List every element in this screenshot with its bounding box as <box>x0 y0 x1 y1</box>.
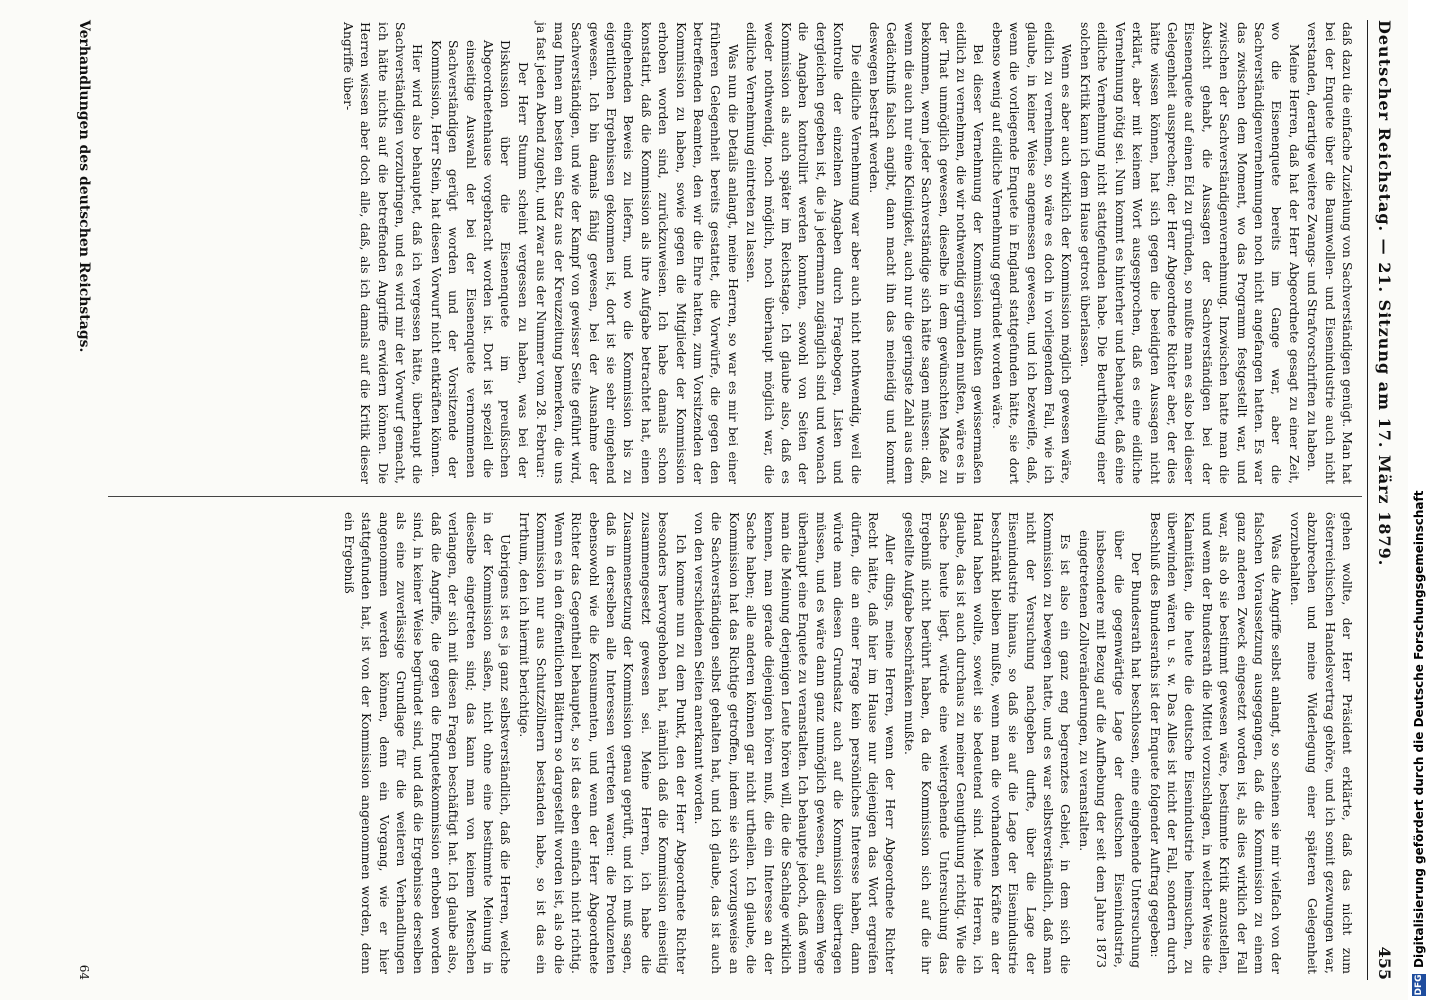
paragraph: Was die Angriffe selbst anlangt, so scheinen sie mir vielfach von der falschen Voraussetzung ausgegangen, daß die Kommission zu einem ganz anderen Zweck eingesetzt worden ist, als dies wirklich der Fall war, als ob sie bestimmt gewesen wäre, bestimmte Kritik anzustellen, und wenn der Bundesrath die Mittel vorzuschlagen, in welcher Weise die Kalamitäten, die heute die deutsche Eisenindustrie heimsuchen, zu überwinden wären u. s. w. Das Alles ist nicht der Fall, sondern durch Beschluß des Bundesraths ist der Enquete folgender Auftrag gegeben: <box>1147 512 1285 974</box>
right-column <box>339 512 1356 974</box>
running-title: Deutscher Reichstag. — 21. Sitzung am 17. März 1879. <box>1375 20 1395 567</box>
paragraph: Aller dings, meine Herren, wenn der Herr Abgeordnete Richter Recht hätte, daß hier im Hause nur diejenigen das Wort ergreifen dürfen, die an einer Frage kein persönliches Interesse haben, dann würde man diesen Grundsatz auch auf die Kommission übertragen müssen, und es wäre dann ganz unmöglich gewesen, auf diesem Wege überhaupt eine Enquete zu veranstalten. Ich behaupte jedoch, daß wenn man die Meinung derjenigen Leute hören will, die die Sachlage wirklich kennen, man gerade diejenigen hören muß, die ein Interesse an der Sache haben; alle anderen können gar nicht urtheilen. Ich glaube, die Kommission hat das Richtige getroffen, indem sie sich vorzugsweise an die Sachverständigen selbst gehalten hat, und ich glaube, das ist auch von den verschiedenen Seiten anerkannt worden. <box>691 512 899 974</box>
header-rule <box>1367 20 1368 980</box>
paragraph: gehen wollte, der Herr Präsident erklärte, daß das nicht zum österreichischen Handelsvertrag gehöre, und ich somit gezwungen war, abzubrechen und meine Widerlegung einer späteren Gelegenheit vorzubehalten. <box>1287 512 1355 974</box>
paragraph: Es ist also ein ganz eng begrenztes Gebiet, in dem sich die Kommission zu bewegen hatte, und es war selbstverständlich, daß man nicht der Versuchung nachgeben durfte, über die Lage der Eisenindustrie hinaus, so daß sie auf die Lage der Eisenindustrie beschränkt bleiben mußte, wenn man die vorhandenen Kräfte an der Hand haben wollte, soweit sie bedeutend sind. Meine Herren, ich glaube, das ist auch durchaus zu meiner Genugthuung richtig. Wie die Sache heute liegt, würde eine weitergehende Untersuchung das Ergebniß nicht berührt haben, da die Kommission sich auf die ihr gestellte Aufgabe beschränken mußte. <box>901 512 1074 974</box>
newspaper-page <box>48 0 1408 1000</box>
left-column <box>338 22 1356 484</box>
signature-number: 64 <box>77 964 91 980</box>
paragraph: daß dazu die einfache Zuziehung von Sachverständigen genügt. Man hat bei der Enquete über die Baumwollen- und Eisenindustrie auch nicht verstanden, derartige weitere Zwangs- und Strafvorschriften zu haben. <box>1305 22 1355 484</box>
paragraph: Was nun die Details anlangt, meine Herren, so war es mir bei einer früheren Gelegenheit bereits gestattet, die Vorwürfe, die gegen den betreffenden Beamten, den wir die Ehre hatten, zum Vorsitzenden der Kommission zu haben, sowie gegen die Mitglieder der Kommission erhoben worden sind, zurückzuweisen. Ich habe damals schon konstatirt, daß die Kommission als ihre Aufgabe betrachtet hat, einen eingehenden Beweis zu liefern, und wo die Kommission bis zu eigentlichen Ergebnissen gekommen ist, dort ist sie sehr eingehend gewesen. Ich bin damals fähig gewesen, bei der Ausnahme der Sachverständigen, und wie der Kampf von gewisser Seite geführt wird, mag Ihnen am besten ein Satz aus der Kreuzzeitung bemerken, die uns ja fast jeden Abend zugeht, und zwar aus der Nummer vom 28. Februar: <box>534 22 741 484</box>
paragraph: Ich komme nun zu dem Punkt, den der Herr Abgeordnete Richter besonders hervorgehoben hat, nämlich daß die Kommission einseitig zusammengesetzt gewesen sei. Meine Herren, ich habe die Zusammensetzung der Kommission genau geprüft, und ich muß sagen, daß in derselben alle Interessen vertreten waren: die Produzenten ebensowohl wie die Konsumenten, und wenn der Herr Abgeordnete Richter das Gegentheil behauptet, so ist das eben einfach nicht richtig. Wenn es in den öffentlichen Blättern so dargestellt worden ist, als ob die Kommission nur aus Schutzzöllnern bestanden habe, so ist das ein Irrthum, den ich hiermit berichtige. <box>516 512 689 974</box>
dfg-logo-icon: DFG <box>1414 974 1424 996</box>
paragraph: Der Herr Stumm scheint vergessen zu haben, was bei der Diskussion über die Eisenenquete im preußischen Abgeordnetenhause vorgebracht worden ist. Dort ist speziell die einseitige Auswahl der bei der Eisenenquete vernommenen Sachverständigen gerügt worden und der Vorsitzende der Kommission, Herr Stein, hat diesen Vorwurf nicht entkräften können. <box>428 40 531 478</box>
paragraph: Hier wird also behauptet, daß ich vergessen hätte, überhaupt die Sachverständigen vorzubringen, und es wird mir der Vorwurf gemacht, ich hätte nichts auf die betreffenden Angriffe erwidern können. Die Herren wissen aber doch alle, daß, als ich damals auf die Kritik dieser Angriffe über- <box>340 22 426 484</box>
page-header <box>1372 20 1398 980</box>
page-footer <box>76 20 92 980</box>
paragraph: Meine Herren, daß hat der Herr Abgeordnete gesagt zu einer Zeit, wo die Eisenenquete bereits im Gange war, aber die Sachverständigenvernehmungen noch nicht angefangen hatten. Es war das zwischen dem Moment, wo das Programm festgestellt war, und zwischen der Sachverständigenvernehmung. Inzwischen hatte man die Absicht gehabt, die Aussagen der Sachverständigen bei der Eisenenquete auf einen Eid zu gründen, so mußte man es also bei dieser Gelegenheit aussprechen; der Herr Abgeordnete Richter aber, der dies hätte wissen können, hat sich gegen die beeidigten Aussagen nicht erklärt, aber mit keinem Wort ausgesprochen, daß es eine eidliche Vernehmung nötig sei. Nun kommt es hinterher und behauptet, daß eine eidliche Vernehmung nicht stattgefunden habe. Die Beurtheilung einer solchen Kritik kann ich dem Hause getrost überlassen. <box>1077 22 1302 484</box>
paragraph: Wenn es aber auch wirklich der Kommission möglich gewesen wäre, eidlich zu vernehmen, so wäre es doch in vorliegendem Fall, wie ich glaube, in keiner Weise angemessen gewesen, und ich bezweifle, daß, wenn die vorliegende Enquete in England stattgefunden hätte, sie dort ebenso wenig auf eidliche Vernehmung gegründet worden wäre. <box>989 22 1075 484</box>
attribution-band <box>1408 0 1432 1000</box>
footer-publication: Verhandlungen des deutschen Reichstags. <box>76 20 92 353</box>
attribution-text-group <box>1412 491 1426 996</box>
page-number: 455 <box>1375 946 1395 980</box>
attribution-text: Digitalisierung gefördert durch die Deutsche Forschungsgemeinschaft <box>1412 490 1426 968</box>
paragraph: Uebrigens ist es ja ganz selbstverständlich, daß die Herren, welche in der Kommission saßen, nicht ohne eine bestimmte Meinung in dieselbe eingetreten sind; das kann man von keinem Menschen verlangen, der sich mit diesen Fragen beschäftigt hat. Ich glaube also, daß die Angriffe, die gegen die Enquetekommission erhoben worden sind, in keiner Weise begründet sind, und daß die Ergebnisse derselben als eine zuverlässige Grundlage für die weiteren Verhandlungen angenommen werden können, denn ein Vorgang, wie er hier stattgefunden hat, ist von der Kommission angenommen worden, denn ein Ergebniß <box>341 512 514 974</box>
paragraph: Bei dieser Vernehmung der Kommission mußten gewissermaßen eidlich zu vernehmen, die wir nothwendig ergründen mußten, wäre es in der That unmöglich gewesen, dieselbe in dem gewünschten Maße zu bekommen, wenn jeder Sachverständige sich hätte sagen müssen: daß, wenn die auch nur eine Kleinigkeit, auch nur die geringste Zahl aus dem Gedächtniß falsch angibt, dann macht ihn das meineidig und kommt deswegen bestraft werden. <box>867 22 987 484</box>
paragraph: Die eidliche Vernehmung war aber auch nicht nothwendig, weil die Kontrolle der einzelnen Angaben durch Fragebogen, Listen und dergleichen gegeben ist, die ja jedermann zugänglich sind und wonach die Angaben kontrollirt werden konnten, sowohl von Seiten der Kommission als auch später im Reichstage. Ich glaube also, daß es weder nothwendig, noch möglich, noch überhaupt möglich war, die eidliche Vernehmung eintreten zu lassen. <box>744 22 864 484</box>
paragraph: Der Bundesrath hat beschlossen, eine eingehende Untersuchung über die gegenwärtige Lage der deutschen Eisenindustrie, insbesondere mit Bezug auf die Aufhebung der seit dem Jahre 1873 eingetretenen Zollveränderungen, zu veranstalten. <box>1076 530 1145 968</box>
column-separator <box>108 496 1362 497</box>
